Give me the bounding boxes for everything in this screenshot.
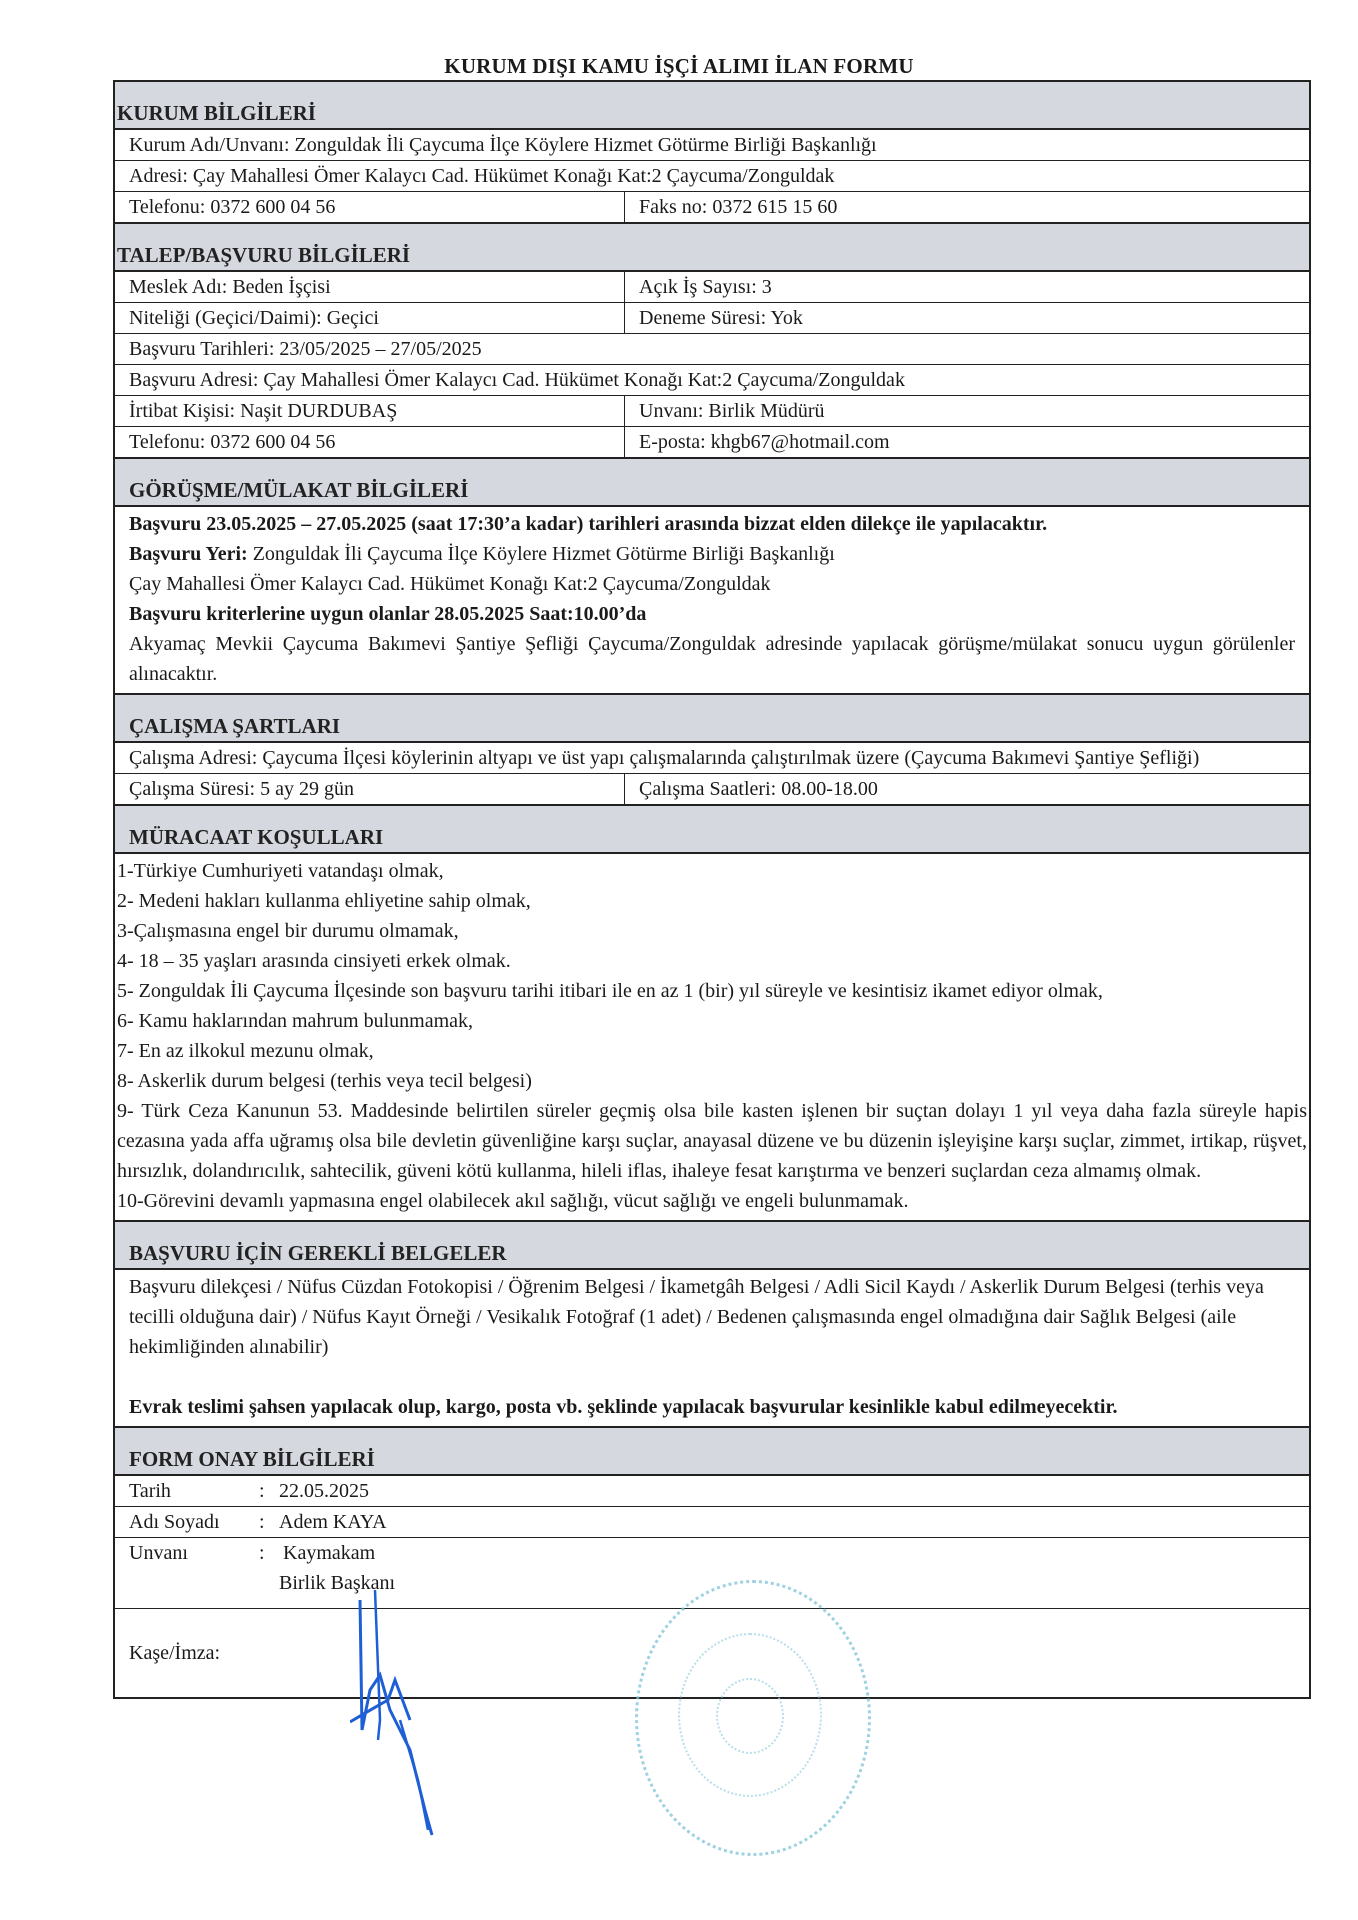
calisma-saatleri: Çalışma Saatleri: 08.00-18.00 [639,778,878,800]
announcement-form [113,80,1311,1699]
meslek-adi: Meslek Adı: Beden İşçisi [115,272,625,302]
documents-block [115,1270,1309,1426]
condition-item: 8- Askerlik durum belgesi (terhis veya tecil belgesi) [117,1070,532,1092]
signature-icon [350,1580,460,1840]
section-heading: MÜRACAAT KOŞULLARI [115,804,1309,854]
section-heading: BAŞVURU İÇİN GEREKLİ BELGELER [115,1220,1309,1270]
deneme-suresi: Deneme Süresi: Yok [639,307,803,329]
kurum-adi: Kurum Adı/Unvanı: Zonguldak İli Çaycuma İlçe Köylere Hizmet Götürme Birliği Başkanlığı [129,134,877,156]
gorusme-line-5: Akyamaç Mevkii Çaycuma Bakımevi Şantiye Şefliği Çaycuma/Zonguldak adresinde yapılacak görüşme/mülakat sonucu uygun görülenler alınacaktır. [129,633,1295,685]
official-stamp-icon [635,1580,871,1856]
colon: : [259,1511,265,1533]
form-title: KURUM DIŞI KAMU İŞÇİ ALIMI İLAN FORMU [444,54,914,78]
condition-item: 9- Türk Ceza Kanunun 53. Maddesinde belirtilen süreler geçmiş olsa bile kasten işlenen bir suçtan dolayı 1 yıl veya daha fazla süreyle hapis cezasına yada affa uğramış olsa bile devletin güvenliğine karşı suçlar, anayasal düzene ve bu düzenin işleyişine karşı suçlar, zimmet, irtikap, rüşvet, hırsızlık, dolandırıcılık, sahtecilik, güveni kötü kullanma, hileli iflas, ihaleye fesat karıştırma ve benzeri suçlardan ceza almamış olmak. [117,1100,1307,1182]
colon: : [259,1542,265,1564]
irtibat-unvani: Unvanı: Birlik Müdürü [639,400,825,422]
section-heading: FORM ONAY BİLGİLERİ [115,1426,1309,1476]
gorusme-line-2 [129,539,1295,569]
condition-item: 2- Medeni hakları kullanma ehliyetine sahip olmak, [117,890,531,912]
basvuru-yeri-label: Başvuru Yeri: [129,543,248,565]
basvuru-tarihleri: Başvuru Tarihleri: 23/05/2025 – 27/05/2025 [129,338,482,360]
section-gorusme [113,457,1311,693]
colon: : [259,1480,265,1502]
section-muracaat [113,804,1311,1220]
adsoyad-label: Adı Soyadı [129,1511,220,1533]
kase-imza-label: Kaşe/İmza: [129,1642,221,1664]
basvuru-yeri-value: Zonguldak İli Çaycuma İlçe Köylere Hizmet Götürme Birliği Başkanlığı [247,543,835,565]
talep-telefon: Telefonu: 0372 600 04 56 [115,427,625,457]
documents-note: Evrak teslimi şahsen yapılacak olup, kargo, posta vb. şeklinde yapılacak başvurular kesinlikle kabul edilmeyecektir. [129,1396,1118,1418]
unvan-line-2: Birlik Başkanı [279,1572,396,1594]
tarih-label: Tarih [129,1480,171,1502]
irtibat-kisisi: İrtibat Kişisi: Naşit DURDUBAŞ [115,396,625,426]
tarih-value: 22.05.2025 [279,1480,369,1502]
niteligi: Niteliği (Geçici/Daimi): Geçici [115,303,625,333]
condition-item: 5- Zonguldak İli Çaycuma İlçesinde son başvuru tarihi itibari ile en az 1 (bir) yıl süreyle ve kesintisiz ikamet ediyor olmak, [117,980,1103,1002]
section-heading: GÖRÜŞME/MÜLAKAT BİLGİLERİ [115,457,1309,507]
condition-item: 3-Çalışmasına engel bir durumu olmamak, [117,920,459,942]
section-calisma [113,693,1311,804]
documents-list: Başvuru dilekçesi / Nüfus Cüzdan Fotokopisi / Öğrenim Belgesi / İkametgâh Belgesi / Adli Sicil Kaydı / Askerlik Durum Belgesi (terhis veya tecilli olduğuna dair) / Nüfus Kayıt Örneği / Vesikalık Fotoğraf (1 adet) / Bedenen çalışmasında engel olmadığına dair Sağlık Belgesi (aile hekimliğinden alınabilir) [129,1276,1264,1358]
condition-item: 7- En az ilkokul mezunu olmak, [117,1040,374,1062]
condition-item: 6- Kamu haklarından mahrum bulunmamak, [117,1010,474,1032]
unvan-label: Unvanı [129,1542,188,1564]
section-kurum [113,80,1311,222]
kurum-adres: Adresi: Çay Mahallesi Ömer Kalaycı Cad. Hükümet Konağı Kat:2 Çaycuma/Zonguldak [129,165,835,187]
gorusme-line-1: Başvuru 23.05.2025 – 27.05.2025 (saat 17:30’a kadar) tarihleri arasında bizzat elden dilekçe ile yapılacaktır. [129,513,1048,535]
gorusme-line-4: Başvuru kriterlerine uygun olanlar 28.05.2025 Saat:10.00’da [129,603,647,625]
section-heading: KURUM BİLGİLERİ [115,80,1309,130]
condition-item: 1-Türkiye Cumhuriyeti vatandaşı olmak, [117,860,444,882]
acik-is-sayisi: Açık İş Sayısı: 3 [639,276,772,298]
section-onay [113,1426,1311,1476]
kurum-faks: Faks no: 0372 615 15 60 [639,196,838,218]
conditions-list [115,854,1309,1220]
section-belgeler [113,1220,1311,1426]
calisma-adresi: Çalışma Adresi: Çaycuma İlçesi köylerinin altyapı ve üst yapı çalışmalarında çalıştırılmak üzere (Çaycuma Bakımevi Şantiye Şefliği) [129,747,1200,769]
condition-item: 10-Görevini devamlı yapmasına engel olabilecek akıl sağlığı, vücut sağlığı ve engeli bulunmamak. [117,1190,909,1212]
section-talep [113,222,1311,457]
section-heading: ÇALIŞMA ŞARTLARI [115,693,1309,743]
kurum-telefon: Telefonu: 0372 600 04 56 [115,192,625,222]
unvan-line-1: Kaymakam [283,1542,376,1564]
condition-item: 4- 18 – 35 yaşları arasında cinsiyeti erkek olmak. [117,950,511,972]
adsoyad-value: Adem KAYA [279,1511,387,1533]
gorusme-line-3: Çay Mahallesi Ömer Kalaycı Cad. Hükümet Konağı Kat:2 Çaycuma/Zonguldak [129,573,771,595]
gorusme-details [115,507,1309,693]
basvuru-adresi: Başvuru Adresi: Çay Mahallesi Ömer Kalaycı Cad. Hükümet Konağı Kat:2 Çaycuma/Zonguldak [129,369,905,391]
calisma-suresi: Çalışma Süresi: 5 ay 29 gün [115,774,625,804]
talep-eposta: E-posta: khgb67@hotmail.com [639,431,890,453]
section-heading: TALEP/BAŞVURU BİLGİLERİ [115,222,1309,272]
